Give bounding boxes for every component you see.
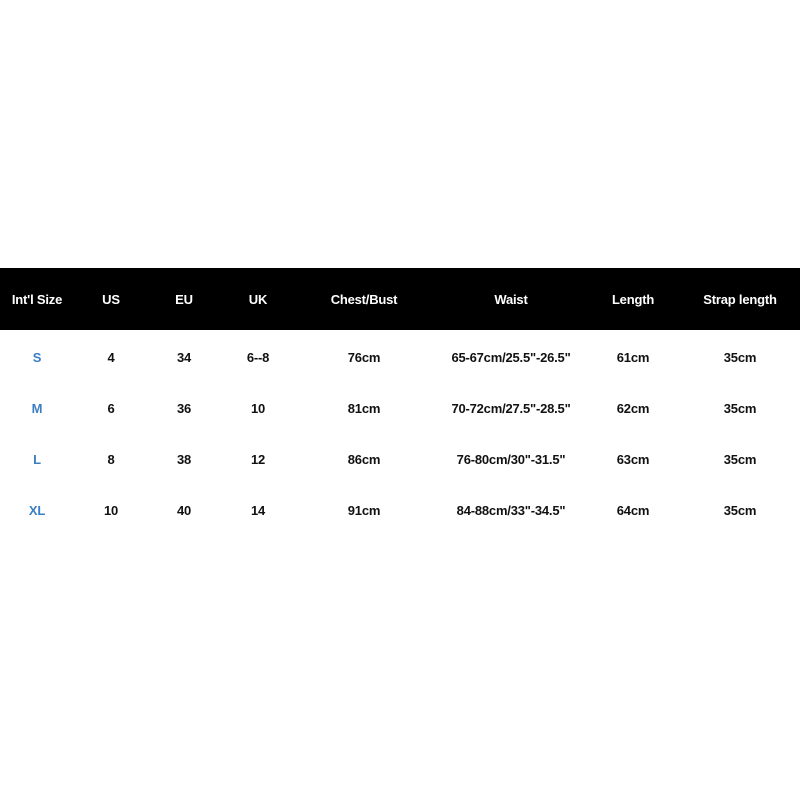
size-label: L bbox=[33, 452, 41, 467]
header-strap-length: Strap length bbox=[703, 292, 777, 307]
header-chest-bust: Chest/Bust bbox=[330, 292, 398, 307]
us-size: 10 bbox=[103, 503, 119, 518]
size-label: XL bbox=[28, 503, 46, 518]
table-row bbox=[0, 483, 800, 534]
uk-size: 6--8 bbox=[246, 350, 270, 365]
chest-bust-value: 81cm bbox=[347, 401, 381, 416]
us-size: 8 bbox=[107, 452, 115, 467]
eu-size: 36 bbox=[176, 401, 192, 416]
table-row bbox=[0, 381, 800, 432]
header-length: Length bbox=[611, 292, 655, 307]
size-label: S bbox=[32, 350, 42, 365]
header-intl-size: Int'l Size bbox=[11, 292, 63, 307]
length-value: 63cm bbox=[616, 452, 650, 467]
header-uk: UK bbox=[248, 292, 268, 307]
uk-size: 12 bbox=[250, 452, 266, 467]
length-value: 61cm bbox=[616, 350, 650, 365]
strap-length-value: 35cm bbox=[723, 350, 757, 365]
uk-size: 14 bbox=[250, 503, 266, 518]
waist-value: 70-72cm/27.5"-28.5" bbox=[451, 401, 571, 416]
waist-value: 65-67cm/25.5"-26.5" bbox=[451, 350, 571, 365]
strap-length-value: 35cm bbox=[723, 452, 757, 467]
table-row bbox=[0, 330, 800, 381]
eu-size: 34 bbox=[176, 350, 192, 365]
chest-bust-value: 86cm bbox=[347, 452, 381, 467]
waist-value: 76-80cm/30"-31.5" bbox=[456, 452, 566, 467]
table-row bbox=[0, 432, 800, 483]
header-us: US bbox=[102, 292, 120, 307]
length-value: 64cm bbox=[616, 503, 650, 518]
size-chart-table bbox=[0, 268, 800, 534]
length-value: 62cm bbox=[616, 401, 650, 416]
uk-size: 10 bbox=[250, 401, 266, 416]
us-size: 6 bbox=[107, 401, 115, 416]
size-label: M bbox=[31, 401, 43, 416]
strap-length-value: 35cm bbox=[723, 503, 757, 518]
chest-bust-value: 91cm bbox=[347, 503, 381, 518]
header-eu: EU bbox=[175, 292, 193, 307]
eu-size: 40 bbox=[176, 503, 192, 518]
strap-length-value: 35cm bbox=[723, 401, 757, 416]
table-header-row bbox=[0, 268, 800, 330]
waist-value: 84-88cm/33"-34.5" bbox=[456, 503, 566, 518]
header-waist: Waist bbox=[494, 292, 528, 307]
eu-size: 38 bbox=[176, 452, 192, 467]
chest-bust-value: 76cm bbox=[347, 350, 381, 365]
us-size: 4 bbox=[107, 350, 115, 365]
